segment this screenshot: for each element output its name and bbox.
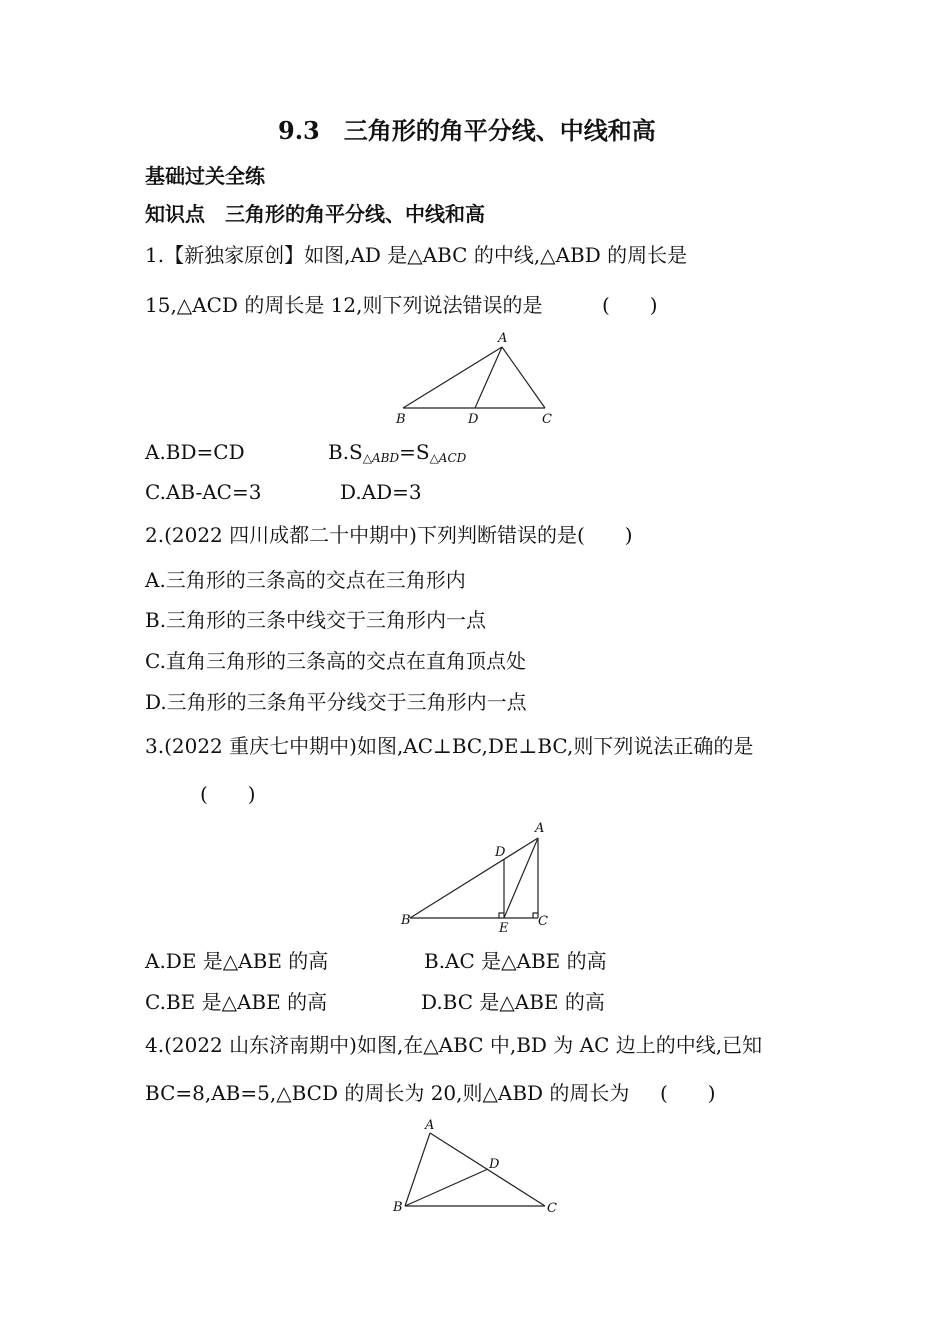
q4-answer-paren: ( ) bbox=[660, 1081, 716, 1105]
q1-option-c: C.AB-AC=3 bbox=[145, 480, 262, 504]
q2-option-d: D.三角形的三条角平分线交于三角形内一点 bbox=[145, 690, 527, 714]
q3-label-A: A bbox=[535, 821, 545, 836]
q3-label-D: D bbox=[495, 845, 506, 860]
knowledge-point-heading: 知识点 三角形的角平分线、中线和高 bbox=[145, 202, 485, 226]
section-heading: 基础过关全练 bbox=[145, 164, 265, 188]
q3-option-b: B.AC 是△ABE 的高 bbox=[424, 949, 607, 973]
q1-figure bbox=[390, 330, 570, 430]
q1-option-b-sub1: △ABD bbox=[362, 451, 400, 465]
q1-option-a: A.BD=CD bbox=[145, 440, 245, 464]
q2-option-c: C.直角三角形的三条高的交点在直角顶点处 bbox=[145, 649, 526, 673]
q3-label-E: E bbox=[499, 921, 509, 936]
q3-option-a: A.DE 是△ABE 的高 bbox=[145, 949, 329, 973]
q1-label-D: D bbox=[468, 412, 479, 427]
q1-stem-line2: 15,△ACD 的周长是 12,则下列说法错误的是 bbox=[145, 293, 543, 317]
q4-label-B: B bbox=[393, 1200, 403, 1215]
q3-stem: 3.(2022 重庆七中期中)如图,AC⊥BC,DE⊥BC,则下列说法正确的是 bbox=[145, 734, 754, 758]
q4-stem-line1: 4.(2022 山东济南期中)如图,在△ABC 中,BD 为 AC 边上的中线,已知 bbox=[145, 1033, 763, 1057]
q1-label-C: C bbox=[542, 412, 552, 427]
q3-answer-paren: ( ) bbox=[200, 782, 256, 806]
q4-stem-line2: BC=8,AB=5,△BCD 的周长为 20,则△ABD 的周长为 bbox=[145, 1081, 630, 1105]
q1-option-b-s1: B.S bbox=[328, 440, 363, 464]
q3-option-d: D.BC 是△ABE 的高 bbox=[421, 990, 605, 1014]
q2-option-a: A.三角形的三条高的交点在三角形内 bbox=[145, 568, 466, 592]
q1-label-A: A bbox=[498, 331, 508, 346]
q1-option-b-s2: =S bbox=[399, 440, 430, 464]
q1-stem-line1: 1.【新独家原创】如图,AD 是△ABC 的中线,△ABD 的周长是 bbox=[145, 243, 688, 267]
q1-answer-paren: ( ) bbox=[602, 293, 658, 317]
q3-label-C: C bbox=[538, 914, 548, 929]
q2-stem: 2.(2022 四川成都二十中期中)下列判断错误的是( ) bbox=[145, 523, 633, 547]
q3-label-B: B bbox=[401, 913, 411, 928]
q3-figure bbox=[395, 818, 565, 938]
q4-figure bbox=[385, 1115, 565, 1225]
q1-seg-AD bbox=[475, 347, 502, 408]
q3-seg-AE bbox=[504, 838, 538, 918]
q1-label-B: B bbox=[396, 412, 406, 427]
page-title: 9.3 三角形的角平分线、中线和高 bbox=[278, 116, 656, 145]
q2-option-b: B.三角形的三条中线交于三角形内一点 bbox=[145, 608, 487, 632]
q4-label-A: A bbox=[425, 1118, 435, 1133]
q1-seg-AB bbox=[403, 347, 502, 408]
q4-seg-BD bbox=[405, 1169, 488, 1206]
q4-label-C: C bbox=[547, 1201, 557, 1216]
q1-option-b bbox=[328, 440, 466, 470]
q3-seg-AB bbox=[410, 838, 538, 918]
q4-seg-AB bbox=[405, 1133, 430, 1206]
q1-option-d: D.AD=3 bbox=[340, 480, 422, 504]
q4-label-D: D bbox=[489, 1157, 500, 1172]
q3-right-angle-E bbox=[499, 913, 504, 918]
q1-option-b-sub2: △ACD bbox=[429, 451, 467, 465]
q3-option-c: C.BE 是△ABE 的高 bbox=[145, 990, 328, 1014]
q1-seg-AC bbox=[502, 347, 545, 408]
